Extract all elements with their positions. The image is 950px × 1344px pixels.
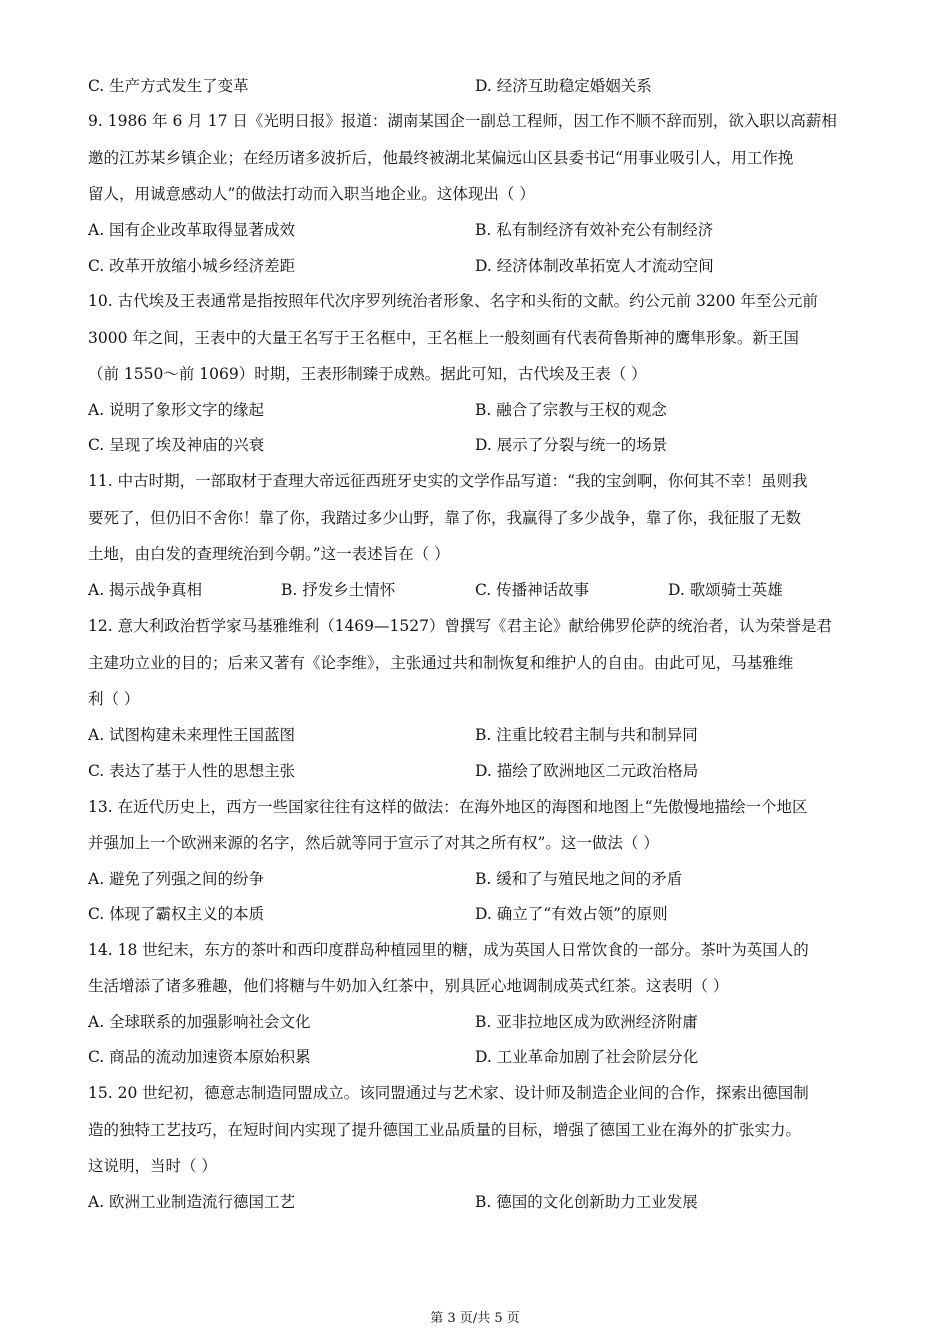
q14-option-a: A. 全球联系的加强影响社会文化 xyxy=(88,1013,311,1031)
q14-stem-line-1: 14. 18 世纪末，东方的茶叶和西印度群岛种植园里的糖，成为英国人日常饮食的一部分。茶叶为英国人的 xyxy=(88,941,809,959)
q9-option-a: A. 国有企业改革取得显著成效 xyxy=(88,221,296,239)
q9-option-b: B. 私有制经济有效补充公有制经济 xyxy=(475,221,714,239)
q11-option-b: B. 抒发乡土情怀 xyxy=(281,581,396,599)
q8-option-d: D. 经济互助稳定婚姻关系 xyxy=(475,77,652,95)
q14-option-b: B. 亚非拉地区成为欧洲经济附庸 xyxy=(475,1013,698,1031)
q10-stem-line-3: （前 1550～前 1069）时期，王表形制臻于成熟。据此可知，古代埃及王表（ ） xyxy=(88,365,647,383)
q10-option-a: A. 说明了象形文字的缘起 xyxy=(88,401,265,419)
q9-stem-line-2: 邀的江苏某乡镇企业；在经历诸多波折后，他最终被湖北某偏远山区县委书记“用事业吸引人，用工作挽 xyxy=(88,149,794,167)
q14-option-c: C. 商品的流动加速资本原始积累 xyxy=(88,1048,311,1066)
q10-stem-line-1: 10. 古代埃及王表通常是指按照年代次序罗列统治者形象、名字和头衔的文献。约公元前 3200 年至公元前 xyxy=(88,292,818,310)
q14-stem-line-2: 生活增添了诸多雅趣，他们将糖与牛奶加入红茶中，别具匠心地调制成英式红茶。这表明（ ） xyxy=(88,977,729,995)
q11-option-c: C. 传播神话故事 xyxy=(475,581,590,599)
q12-stem-line-1: 12. 意大利政治哲学家马基雅维利（1469—1527）曾撰写《君主论》献给佛罗伦萨的统治者，认为荣誉是君 xyxy=(88,617,832,635)
q13-stem-line-1: 13. 在近代历史上，西方一些国家往往有这样的做法：在海外地区的海图和地图上“先傲慢地描绘一个地区 xyxy=(88,798,808,816)
q11-stem-line-1: 11. 中古时期，一部取材于查理大帝远征西班牙史实的文学作品写道：“我的宝剑啊，你何其不幸！虽则我 xyxy=(88,472,808,490)
q12-stem-line-2: 主建功立业的目的；后来又著有《论李维》，主张通过共和制恢复和维护人的自由。由此可见，马基雅维 xyxy=(88,654,794,672)
q10-option-c: C. 呈现了埃及神庙的兴衰 xyxy=(88,436,265,454)
q15-stem-line-1: 15. 20 世纪初，德意志制造同盟成立。该同盟通过与艺术家、设计师及制造企业间的合作，探索出德国制 xyxy=(88,1084,809,1102)
q9-stem-line-1: 9. 1986 年 6 月 17 日《光明日报》报道：湖南某国企一副总工程师，因工作不顺不辞而别，欲入职以高薪相 xyxy=(88,112,837,130)
q14-option-d: D. 工业革命加剧了社会阶层分化 xyxy=(475,1048,699,1066)
q13-option-c: C. 体现了霸权主义的本质 xyxy=(88,905,265,923)
q8-option-c: C. 生产方式发生了变革 xyxy=(88,77,249,95)
q13-option-b: B. 缓和了与殖民地之间的矛盾 xyxy=(475,870,683,888)
q9-option-c: C. 改革开放缩小城乡经济差距 xyxy=(88,257,296,275)
q12-stem-line-3: 利（ ） xyxy=(88,690,140,708)
q10-option-d: D. 展示了分裂与统一的场景 xyxy=(475,436,668,454)
q15-option-b: B. 德国的文化创新助力工业发展 xyxy=(475,1193,698,1211)
q12-option-b: B. 注重比较君主制与共和制异同 xyxy=(475,726,698,744)
q11-option-a: A. 揭示战争真相 xyxy=(88,581,203,599)
q9-option-d: D. 经济体制改革拓宽人才流动空间 xyxy=(475,257,714,275)
page-number-footer: 第 3 页/共 5 页 xyxy=(430,1311,520,1326)
q12-option-c: C. 表达了基于人性的思想主张 xyxy=(88,762,296,780)
q9-stem-line-3: 留人，用诚意感动人”的做法打动而入职当地企业。这体现出（ ） xyxy=(88,185,535,203)
q13-option-a: A. 避免了列强之间的纷争 xyxy=(88,870,265,888)
q10-option-b: B. 融合了宗教与王权的观念 xyxy=(475,401,667,419)
q12-option-a: A. 试图构建未来理性王国蓝图 xyxy=(88,726,296,744)
q10-stem-line-2: 3000 年之间，王表中的大量王名写于王名框中，王名框上一般刻画有代表荷鲁斯神的鹰隼形象。新王国 xyxy=(88,329,799,347)
q11-option-d: D. 歌颂骑士英雄 xyxy=(668,581,783,599)
q13-stem-line-2: 并强加上一个欧洲来源的名字，然后就等同于宣示了对其之所有权”。这一做法（ ） xyxy=(88,834,659,852)
q12-option-d: D. 描绘了欧洲地区二元政治格局 xyxy=(475,762,699,780)
q11-stem-line-2: 要死了，但仍旧不舍你！靠了你，我踏过多少山野，靠了你，我赢得了多少战争，靠了你，我征服了无数 xyxy=(88,509,802,527)
q15-stem-line-2: 造的独特工艺技巧，在短时间内实现了提升德国工业品质量的目标，增强了德国工业在海外的扩张实力。 xyxy=(88,1121,802,1139)
q13-option-d: D. 确立了“有效占领”的原则 xyxy=(475,905,668,923)
q11-stem-line-3: 土地，由白发的查理统治到今朝。”这一表述旨在（ ） xyxy=(88,545,450,563)
q15-stem-line-3: 这说明，当时（ ） xyxy=(88,1157,217,1175)
q15-option-a: A. 欧洲工业制造流行德国工艺 xyxy=(88,1193,296,1211)
